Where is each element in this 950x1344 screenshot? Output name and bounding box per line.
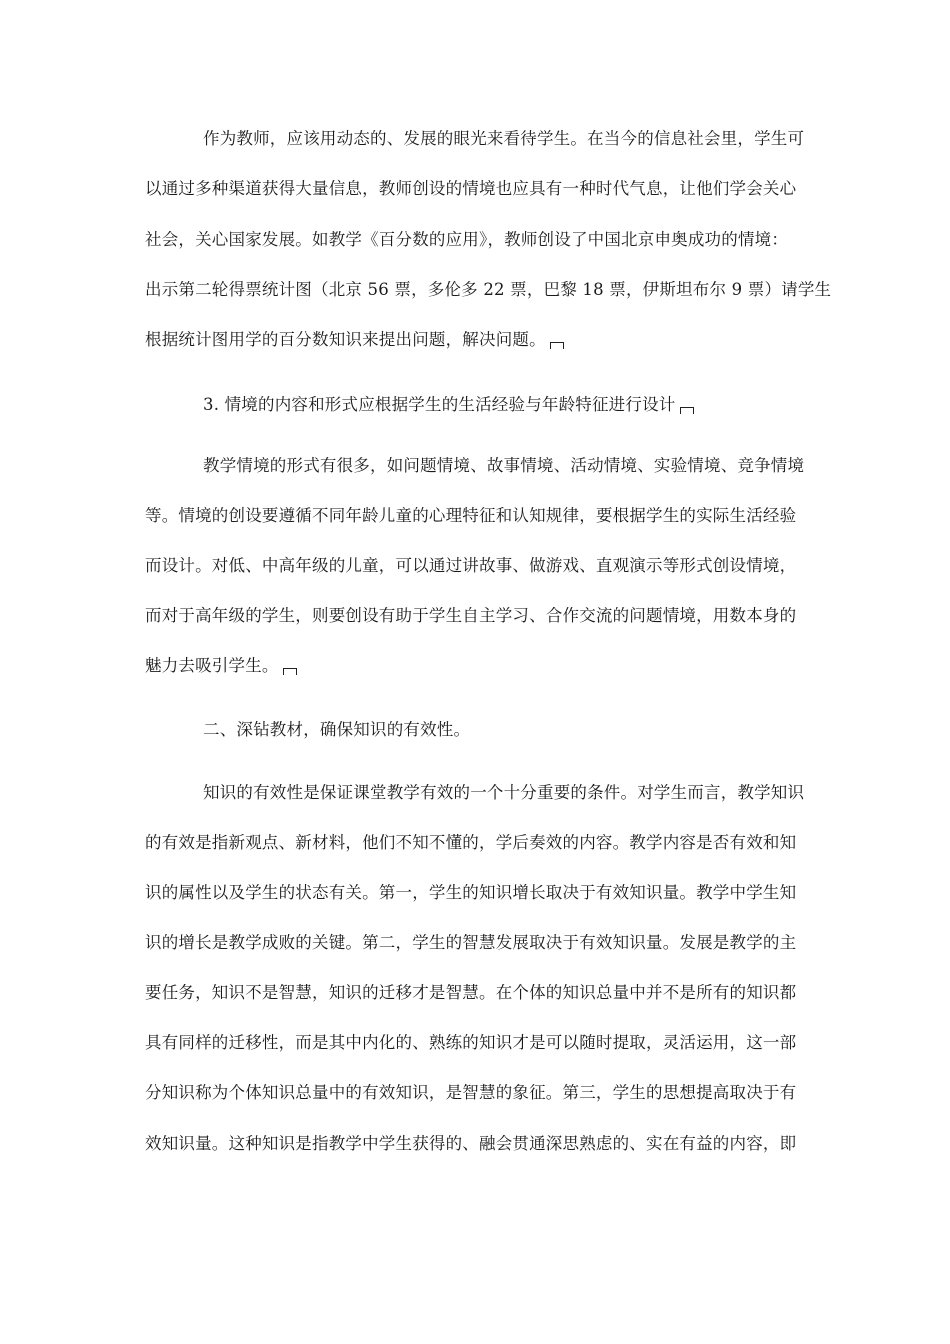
subheading-text: 3. 情境的内容和形式应根据学生的生活经验与年龄特征进行设计 (203, 395, 676, 414)
paragraph-3-line-1: 教学情境的形式有很多，如问题情境、故事情境、活动情境、实验情境、竞争情境 (203, 456, 805, 475)
paragraph-3-line-4: 而对于高年级的学生，则要创设有助于学生自主学习、合作交流的问题情境，用数本身的 (145, 606, 797, 625)
paragraph-mark-icon (550, 342, 564, 349)
paragraph-3-line-3: 而设计。对低、中高年级的儿童，可以通过讲故事、做游戏、直观演示等形式创设情境， (145, 556, 797, 575)
paragraph-5-line-6: 具有同样的迁移性，而是其中内化的、熟练的知识才是可以随时提取，灵活运用，这一部 (145, 1033, 797, 1052)
paragraph-1-line-5-text: 根据统计图用学的百分数知识来提出问题，解决问题。 (145, 330, 546, 349)
paragraph-5-line-3: 识的属性以及学生的状态有关。第一，学生的知识增长取决于有效知识量。教学中学生知 (145, 883, 797, 902)
paragraph-5-line-5: 要任务，知识不是智慧，知识的迁移才是智慧。在个体的知识总量中并不是所有的知识都 (145, 983, 797, 1002)
paragraph-5-line-8: 效知识量。这种知识是指教学中学生获得的、融会贯通深思熟虑的、实在有益的内容，即 (145, 1134, 797, 1153)
paragraph-1-line-4: 出示第二轮得票统计图（北京 56 票，多伦多 22 票，巴黎 18 票，伊斯坦布尔 9 票）请学生 (145, 280, 832, 299)
paragraph-5-line-7: 分知识称为个体知识总量中的有效知识，是智慧的象征。第三，学生的思想提高取决于有 (145, 1083, 797, 1102)
section-heading: 二、深钻教材，确保知识的有效性。 (203, 720, 471, 739)
paragraph-5-line-4: 识的增长是教学成败的关键。第二，学生的智慧发展取决于有效知识量。发展是教学的主 (145, 933, 797, 952)
paragraph-1-line-3: 社会，关心国家发展。如教学《百分数的应用》，教师创设了中国北京申奥成功的情境： (145, 230, 789, 249)
paragraph-mark-icon (283, 668, 297, 675)
paragraph-1-line-1: 作为教师，应该用动态的、发展的眼光来看待学生。在当今的信息社会里，学生可 (203, 129, 805, 148)
paragraph-3-line-5 (145, 655, 297, 677)
paragraph-3-line-2: 等。情境的创设要遵循不同年龄儿童的心理特征和认知规律，要根据学生的实际生活经验 (145, 506, 797, 525)
subheading-line (203, 394, 694, 416)
paragraph-1-line-5 (145, 329, 564, 351)
paragraph-5-line-1: 知识的有效性是保证课堂教学有效的一个十分重要的条件。对学生而言，教学知识 (203, 783, 805, 802)
paragraph-mark-icon (680, 407, 694, 414)
paragraph-5-line-2: 的有效是指新观点、新材料，他们不知不懂的，学后奏效的内容。教学内容是否有效和知 (145, 833, 797, 852)
paragraph-3-line-5-text: 魅力去吸引学生。 (145, 656, 279, 675)
paragraph-1-line-2: 以通过多种渠道获得大量信息，教师创设的情境也应具有一种时代气息，让他们学会关心 (145, 179, 797, 198)
